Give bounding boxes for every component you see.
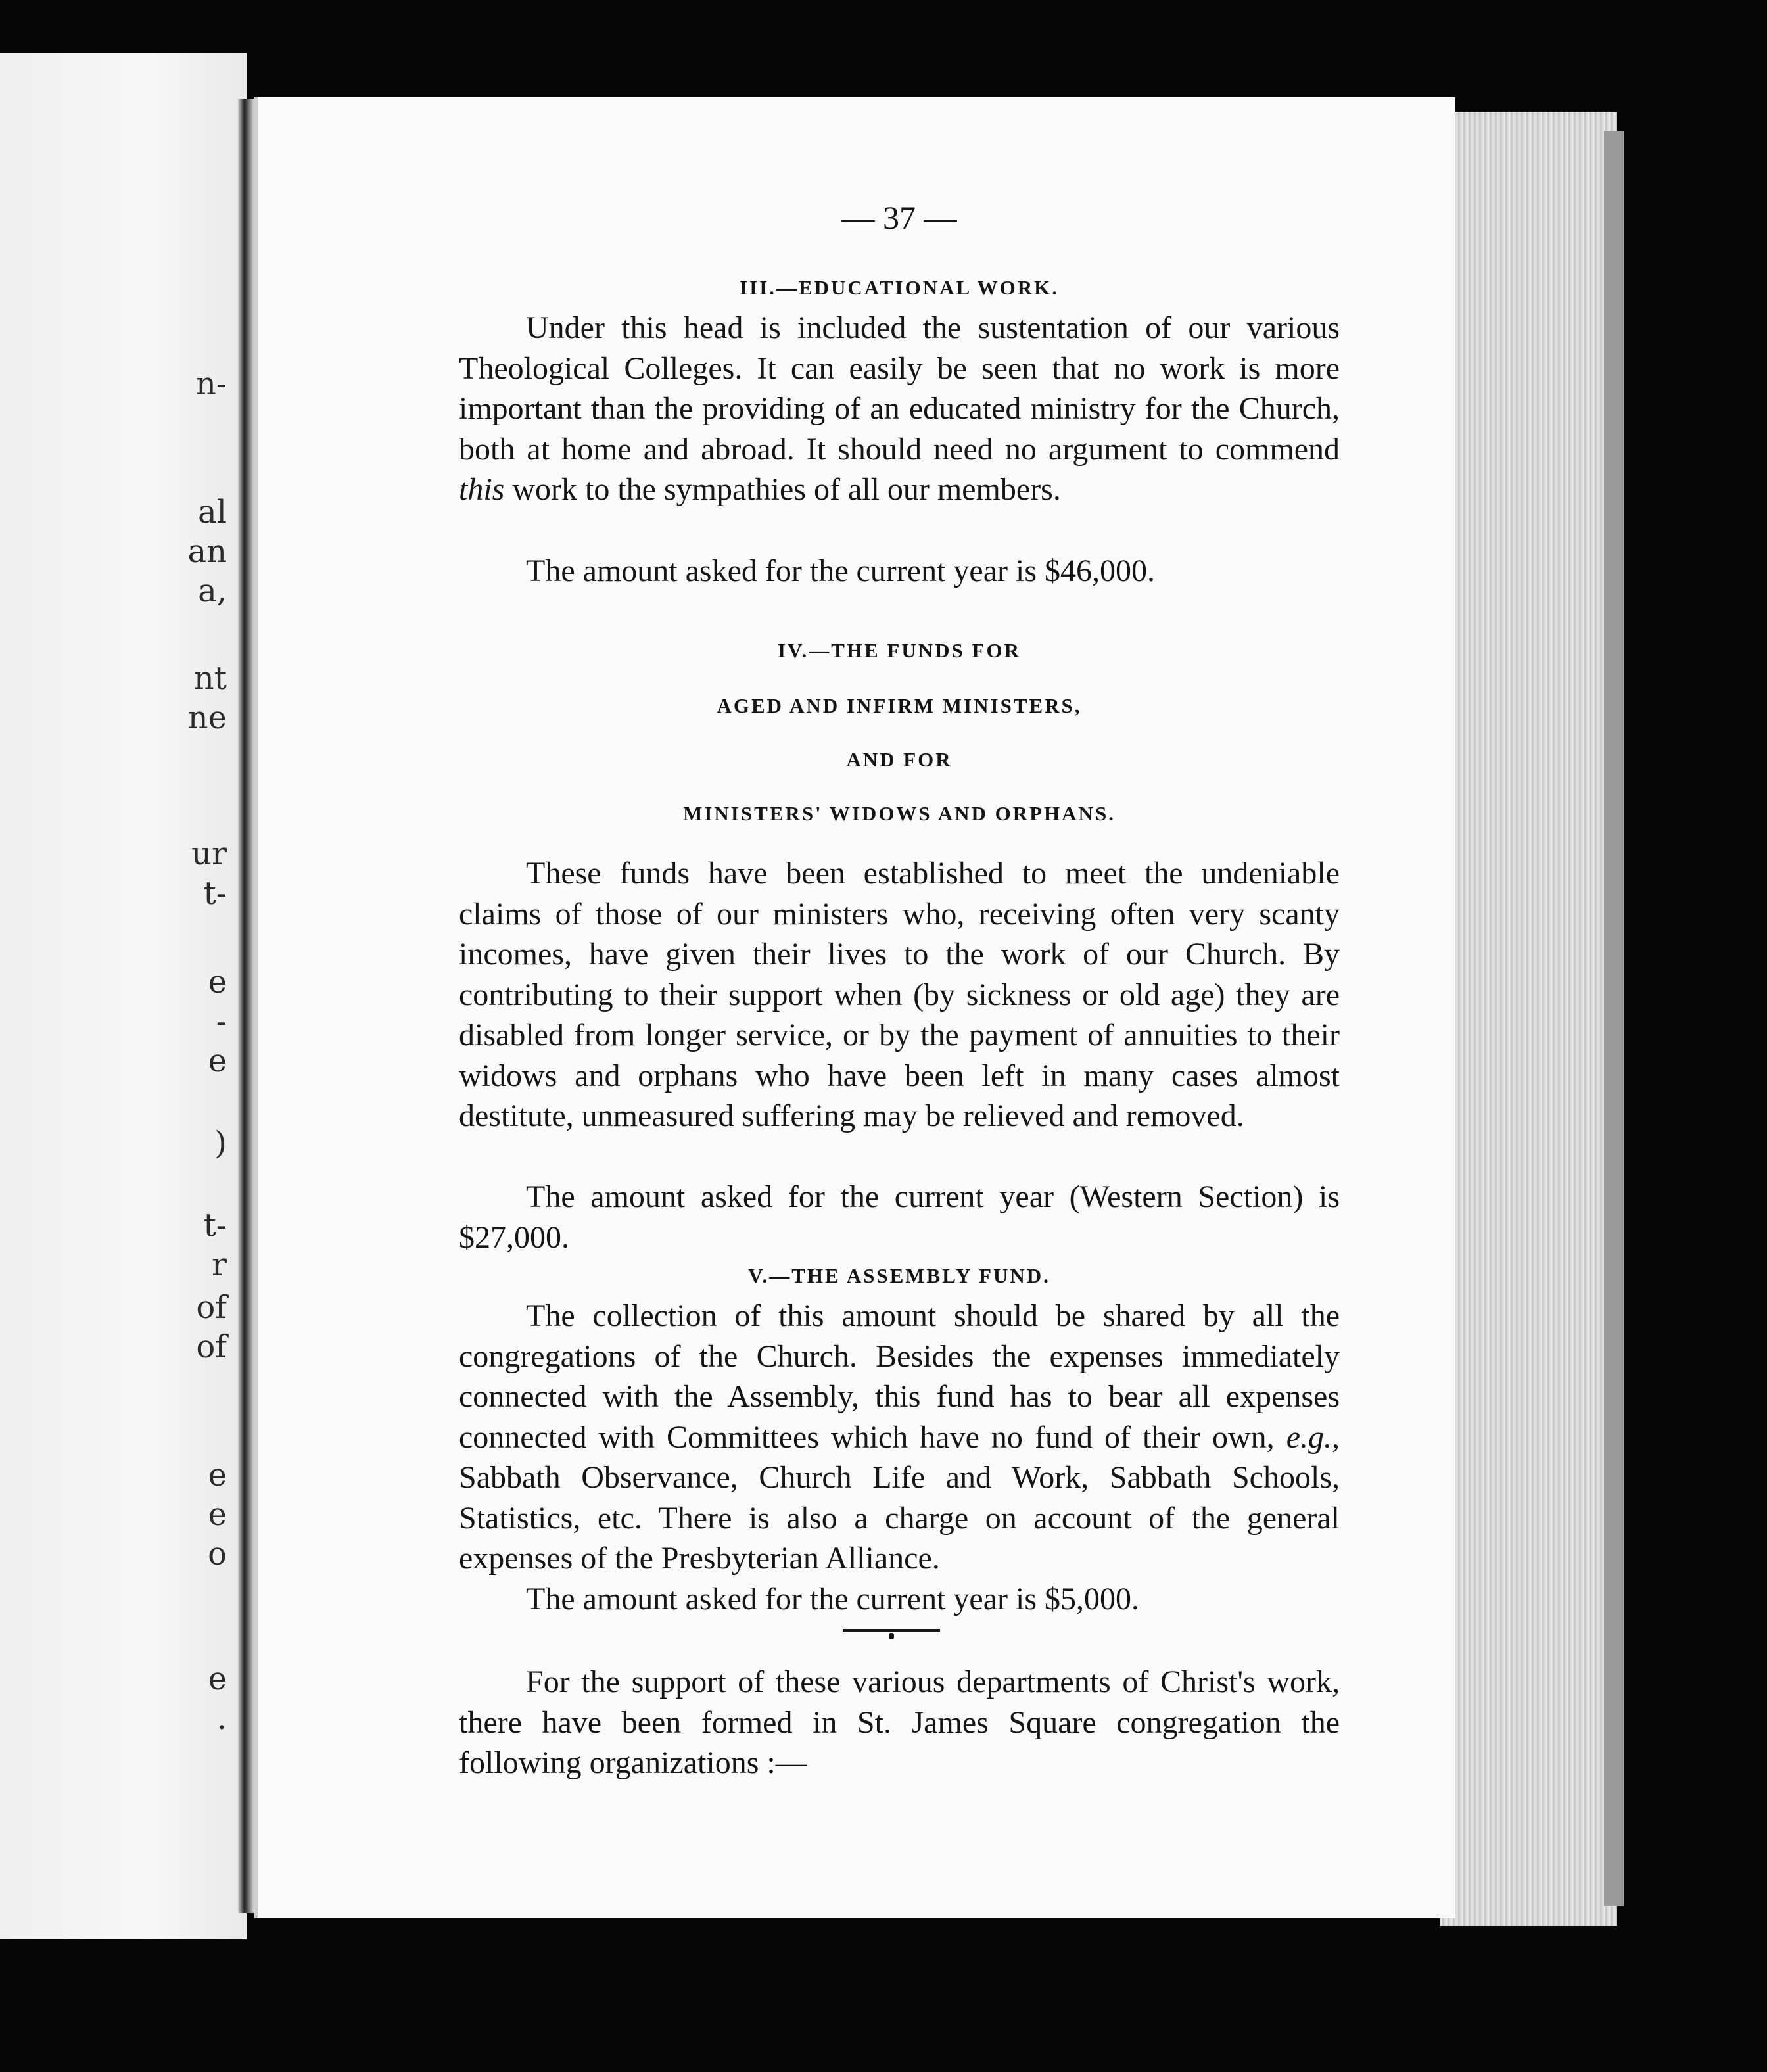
section-subheading-funds: MINISTERS' WIDOWS AND ORPHANS.: [683, 802, 1116, 825]
funds-paragraph: These funds have been established to meet the undeniable claims of those of our ministers who, receiving often very scanty incomes, have given their lives to the work of our Church. By contributing to their support when (by sickness or old age) they are disabled from longer service, or by the payment of annuities to their widows and orphans who have been left in many cases almost destitute, unmeasured suffering may be relieved and removed.: [459, 856, 1340, 1133]
assembly-text-emphasis: e.g.: [1286, 1419, 1332, 1455]
book-gutter: [238, 99, 254, 1913]
section-subheading-funds: AGED AND INFIRM MINISTERS,: [717, 694, 1082, 717]
fragment-text: n-: [195, 365, 227, 402]
funds-amount: The amount asked for the current year (Western Section) is $27,000.: [459, 1179, 1340, 1255]
fragment-text: e: [208, 1660, 227, 1697]
section-heading-funds: IV.—THE FUNDS FOR: [778, 639, 1021, 662]
facing-page-fragment: [0, 53, 247, 1939]
fragment-text: e: [208, 1496, 227, 1533]
fragment-text: -: [216, 1003, 227, 1040]
fragment-text: an: [187, 533, 227, 570]
section-heading-educational: III.—EDUCATIONAL WORK.: [739, 276, 1059, 299]
educational-paragraph: [459, 308, 1340, 510]
educational-amount: The amount asked for the current year is $46,000.: [526, 553, 1156, 588]
fragment-text: ne: [187, 699, 227, 736]
book-page: [254, 97, 1455, 1918]
assembly-amount: The amount asked for the current year is $5,000.: [526, 1582, 1140, 1616]
section-heading-assembly: V.—THE ASSEMBLY FUND.: [748, 1264, 1050, 1287]
book-edge-shadow: [1604, 131, 1624, 1906]
closing-paragraph: For the support of these various departments of Christ's work, there have been formed in St. James Square congregation the following organizations :—: [459, 1664, 1340, 1780]
assembly-text-b: , Sabbath Observance, Church Life and Work, Sabbath Schools, Statistics, etc. There is also a charge on account of the general expenses of the Presbyterian Alliance.: [459, 1419, 1340, 1576]
fragment-text: of: [196, 1329, 227, 1365]
fragment-text: al: [198, 494, 227, 530]
fragment-text: e: [208, 964, 227, 1001]
fragment-text: o: [208, 1536, 227, 1572]
educational-text-emphasis: this: [459, 472, 505, 507]
fragment-text: of: [196, 1289, 227, 1326]
fragment-text: e: [208, 1043, 227, 1079]
fragment-text: t-: [203, 875, 227, 912]
educational-text-b: work to the sympathies of all our members.: [504, 472, 1061, 507]
section-subheading-funds: AND FOR: [846, 748, 953, 771]
book-fore-edge: [1440, 112, 1617, 1926]
section-divider-ornament: [889, 1633, 894, 1639]
fragment-text: r: [212, 1246, 227, 1283]
fragment-text: ur: [191, 836, 227, 872]
fragment-text: a,: [198, 573, 227, 609]
fragment-text: t-: [203, 1207, 227, 1244]
fragment-text: .: [216, 1700, 227, 1737]
assembly-paragraph: [459, 1296, 1340, 1579]
assembly-text-a: The collection of this amount should be shared by all the congregations of the Church. Besides the expenses immediately connected with the Assembly, this fund has to bear all expenses connected with Committees which have no fund of their own,: [459, 1298, 1340, 1455]
section-divider-rule: [843, 1629, 940, 1632]
educational-text-a: Under this head is included the sustentation of our various Theological Colleges. It can easily be seen that no work is more important than the providing of an educated ministry for the Church, both at home and abroad. It should need no argument to commend: [459, 310, 1340, 467]
fragment-text: ): [214, 1125, 227, 1162]
fragment-text: e: [208, 1457, 227, 1494]
page-number: — 37 —: [841, 199, 957, 236]
fragment-text: nt: [193, 660, 227, 697]
